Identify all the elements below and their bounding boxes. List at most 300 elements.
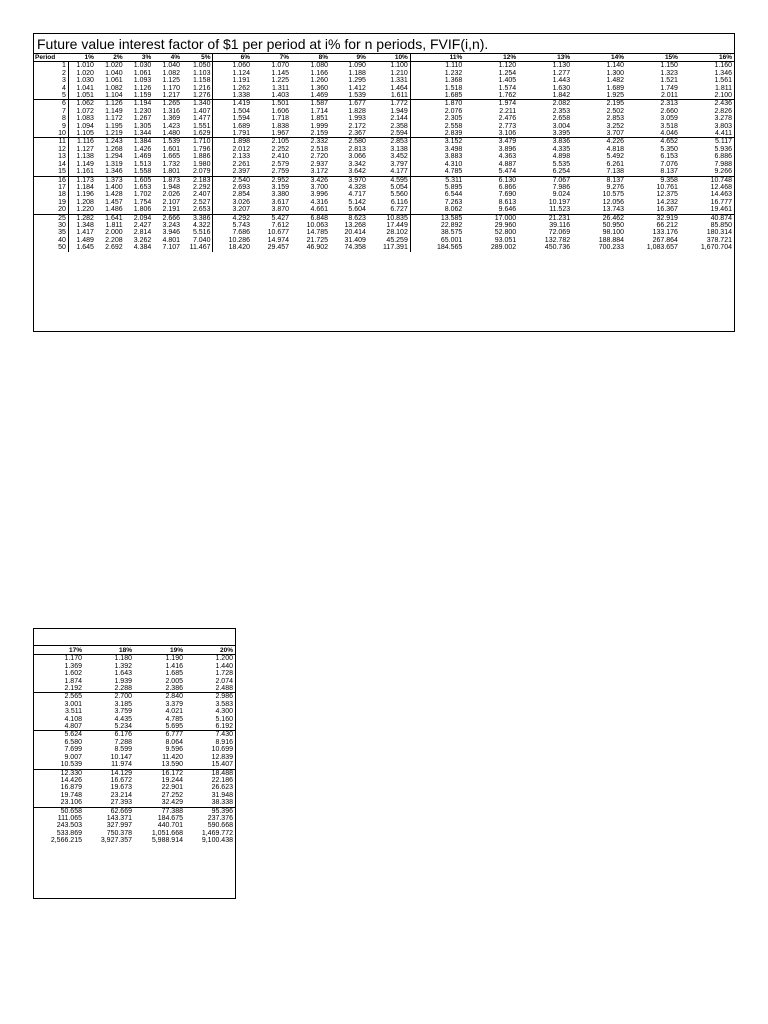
factor-cell: 12.056 bbox=[602, 198, 625, 206]
factor-cell: 2.666 bbox=[153, 214, 182, 222]
factor-cell: 8.623 bbox=[330, 214, 368, 222]
factor-cell: 1.219 bbox=[105, 130, 123, 138]
factor-cell: 1.974 bbox=[464, 100, 518, 108]
factor-cell: 85.850 bbox=[710, 221, 732, 229]
factor-cell: 1.210 bbox=[368, 70, 410, 77]
factor-cell: 3.185 bbox=[114, 700, 132, 708]
factor-cell: 1.702 bbox=[133, 191, 152, 199]
factor-cell: 2.211 bbox=[499, 107, 517, 115]
factor-cell: 1.184 bbox=[76, 183, 94, 191]
factor-cell: 2.252 bbox=[271, 145, 290, 153]
factor-cell: 1.469 bbox=[310, 92, 329, 100]
factor-cell: 1.040 bbox=[162, 62, 181, 70]
factor-cell: 1.082 bbox=[162, 69, 181, 77]
title-divider bbox=[34, 645, 235, 646]
factor-cell: 1.243 bbox=[96, 138, 125, 146]
rate-header: 20% bbox=[185, 647, 235, 655]
factor-cell: 8.137 bbox=[572, 176, 626, 184]
factor-cell: 1.340 bbox=[182, 100, 213, 108]
factor-cell: 700.233 bbox=[598, 244, 625, 252]
factor-cell: 15.407 bbox=[211, 761, 233, 769]
factor-cell: 1.300 bbox=[606, 69, 625, 77]
factor-cell: 4.177 bbox=[368, 168, 410, 176]
factor-cell: 1.558 bbox=[133, 168, 152, 176]
factor-cell: 3.379 bbox=[165, 700, 183, 708]
factor-cell: 2.814 bbox=[133, 229, 152, 237]
factor-cell: 1.060 bbox=[232, 62, 250, 70]
factor-cell: 2.107 bbox=[162, 198, 181, 206]
factor-cell: 20.414 bbox=[344, 229, 366, 237]
factor-cell: 2.183 bbox=[182, 176, 213, 184]
factor-cell: 1.643 bbox=[114, 670, 132, 678]
factor-cell: 1.126 bbox=[96, 100, 125, 108]
table-row bbox=[34, 85, 734, 92]
factor-cell: 23.106 bbox=[60, 799, 82, 807]
table-title: Future value interest factor of $1 per period at i% for n periods, FVIF(i,n). bbox=[37, 36, 489, 52]
factor-cell: 180.314 bbox=[706, 229, 732, 237]
rate-header: 13% bbox=[518, 54, 572, 62]
factor-cell: 1.685 bbox=[444, 92, 463, 100]
factor-cell: 1.159 bbox=[133, 92, 152, 100]
factor-cell: 17.000 bbox=[464, 214, 518, 222]
factor-cell: 16.672 bbox=[110, 776, 132, 784]
factor-cell: 1.104 bbox=[105, 92, 123, 100]
factor-cell: 1.677 bbox=[330, 100, 368, 108]
factor-cell: 1.851 bbox=[310, 115, 329, 123]
factor-cell: 2.332 bbox=[291, 138, 330, 146]
factor-cell: 1.125 bbox=[162, 77, 181, 85]
factor-cell: 1.094 bbox=[76, 122, 94, 130]
factor-cell: 1.874 bbox=[64, 677, 82, 685]
factor-cell: 3.870 bbox=[271, 206, 290, 214]
factor-cell: 1.196 bbox=[76, 191, 94, 199]
factor-cell: 1.191 bbox=[232, 77, 250, 85]
factor-cell: 132.782 bbox=[544, 236, 571, 244]
factor-cell: 2.565 bbox=[34, 693, 84, 701]
factor-cell: 19.748 bbox=[60, 791, 82, 799]
factor-cell: 4.411 bbox=[715, 130, 732, 138]
factor-cell: 1.282 bbox=[68, 214, 96, 222]
factor-cell: 1.482 bbox=[606, 77, 625, 85]
table-row bbox=[34, 761, 235, 769]
factor-cell: 12.468 bbox=[710, 183, 732, 191]
factor-cell: 4.807 bbox=[64, 723, 82, 731]
factor-cell: 7.699 bbox=[64, 746, 82, 754]
factor-cell: 18.488 bbox=[185, 769, 235, 777]
table-row bbox=[34, 739, 235, 746]
period-cell: 11 bbox=[34, 138, 68, 146]
factor-cell: 1.886 bbox=[182, 153, 213, 160]
factor-cell: 2.133 bbox=[232, 153, 250, 161]
factor-cell: 11.974 bbox=[111, 761, 132, 769]
factor-cell: 1.051 bbox=[76, 92, 94, 100]
factor-cell: 1.870 bbox=[410, 100, 464, 108]
factor-cell: 10.539 bbox=[60, 761, 82, 769]
table-row bbox=[34, 146, 734, 153]
factor-cell: 2.813 bbox=[348, 145, 366, 153]
factor-cell: 1.265 bbox=[153, 100, 182, 108]
factor-cell: 9.266 bbox=[714, 168, 732, 176]
factor-cell: 1.501 bbox=[252, 100, 291, 108]
factor-cell: 2.208 bbox=[105, 236, 123, 244]
table-row bbox=[34, 731, 235, 739]
factor-cell: 1.574 bbox=[498, 84, 517, 92]
factor-cell: 1.749 bbox=[660, 84, 678, 92]
factor-cell: 1.208 bbox=[76, 198, 94, 206]
factor-cell: 1.601 bbox=[162, 145, 181, 153]
factor-cell: 3.617 bbox=[271, 198, 290, 206]
period-cell: 12 bbox=[34, 146, 68, 153]
table-row bbox=[34, 655, 235, 663]
factor-cell: 1.513 bbox=[133, 160, 152, 168]
factor-cell: 18.420 bbox=[228, 244, 250, 252]
period-cell: 16 bbox=[34, 176, 68, 184]
factor-cell: 10.677 bbox=[267, 229, 290, 237]
factor-cell: 1.469 bbox=[133, 153, 152, 161]
factor-cell: 2.313 bbox=[626, 100, 680, 108]
factor-cell: 7.288 bbox=[114, 738, 132, 746]
factor-cell: 31.948 bbox=[211, 791, 233, 799]
factor-cell: 2.011 bbox=[660, 92, 678, 100]
factor-cell: 5.560 bbox=[368, 191, 410, 198]
table-row bbox=[34, 815, 235, 822]
factor-cell: 1.080 bbox=[310, 62, 329, 70]
factor-cell: 3.026 bbox=[232, 198, 250, 206]
factor-cell: 3.518 bbox=[660, 122, 678, 130]
factor-cell: 1.124 bbox=[232, 69, 250, 77]
factor-cell: 29.960 bbox=[494, 221, 517, 229]
table-row bbox=[34, 701, 235, 708]
factor-cell: 1.083 bbox=[76, 115, 94, 123]
factor-cell: 1.130 bbox=[552, 62, 571, 70]
factor-cell: 533.869 bbox=[56, 829, 82, 837]
factor-cell: 7.040 bbox=[182, 237, 213, 244]
factor-cell: 1.980 bbox=[182, 161, 213, 168]
factor-cell: 2.854 bbox=[232, 191, 250, 199]
factor-cell: 1.030 bbox=[133, 62, 152, 70]
factor-cell: 14.232 bbox=[656, 198, 678, 206]
header-row bbox=[34, 647, 235, 655]
factor-cell: 2.159 bbox=[310, 130, 329, 138]
factor-cell: 50.950 bbox=[602, 221, 625, 229]
factor-cell: 5.516 bbox=[182, 229, 213, 236]
period-cell: 6 bbox=[34, 100, 68, 108]
factor-cell: 2.759 bbox=[271, 168, 290, 176]
factor-cell: 3.138 bbox=[368, 146, 410, 153]
factor-cell: 289.002 bbox=[490, 244, 517, 252]
period-cell: 2 bbox=[34, 70, 68, 77]
table-row bbox=[34, 115, 734, 122]
factor-cell: 1.403 bbox=[271, 92, 290, 100]
factor-cell: 1.373 bbox=[96, 176, 125, 184]
factor-cell: 3.896 bbox=[498, 145, 517, 153]
factor-cell: 3.759 bbox=[114, 708, 132, 716]
table-row bbox=[34, 237, 734, 244]
factor-cell: 2.358 bbox=[368, 123, 410, 130]
factor-cell: 3.172 bbox=[310, 168, 329, 176]
factor-cell: 3.159 bbox=[271, 183, 290, 191]
table-row bbox=[34, 723, 235, 731]
period-cell: 17 bbox=[34, 184, 68, 191]
rate-header: 17% bbox=[34, 647, 84, 655]
factor-cell: 3.946 bbox=[162, 229, 181, 237]
table-row bbox=[34, 754, 235, 761]
factor-cell: 1,469.772 bbox=[201, 829, 233, 837]
factor-cell: 23.214 bbox=[110, 791, 132, 799]
factor-cell: 5.474 bbox=[498, 168, 517, 176]
factor-cell: 26.623 bbox=[211, 784, 233, 792]
factor-cell: 2.192 bbox=[64, 685, 82, 693]
factor-cell: 2.105 bbox=[252, 138, 291, 146]
factor-cell: 2,566.215 bbox=[50, 837, 82, 845]
factor-cell: 13.590 bbox=[161, 761, 183, 769]
factor-cell: 4.661 bbox=[310, 206, 329, 214]
factor-cell: 2.579 bbox=[271, 160, 290, 168]
factor-cell: 4.898 bbox=[552, 153, 571, 161]
factor-cell: 1.295 bbox=[348, 77, 366, 85]
factor-cell: 1.602 bbox=[64, 670, 82, 678]
factor-cell: 27.393 bbox=[110, 799, 132, 807]
factor-cell: 133.176 bbox=[652, 229, 678, 237]
factor-cell: 1.489 bbox=[76, 236, 94, 244]
factor-cell: 1.100 bbox=[368, 62, 410, 70]
factor-cell: 3.243 bbox=[162, 221, 181, 229]
factor-cell: 1.443 bbox=[552, 77, 571, 85]
period-cell: 20 bbox=[34, 206, 68, 214]
table-row bbox=[34, 685, 235, 693]
factor-cell: 7.986 bbox=[552, 183, 571, 191]
factor-cell: 450.736 bbox=[544, 244, 571, 252]
factor-cell: 1.195 bbox=[105, 122, 123, 130]
factor-cell: 1.050 bbox=[182, 62, 213, 70]
factor-cell: 28.102 bbox=[368, 229, 410, 236]
factor-cell: 9,100.438 bbox=[201, 837, 233, 845]
factor-cell: 10.761 bbox=[656, 183, 678, 191]
factor-cell: 10.575 bbox=[602, 191, 625, 199]
factor-cell: 1.605 bbox=[125, 176, 154, 184]
factor-cell: 2.653 bbox=[182, 206, 213, 214]
factor-cell: 1.645 bbox=[76, 244, 94, 252]
factor-cell: 1.072 bbox=[76, 107, 94, 115]
table-row bbox=[34, 807, 235, 815]
table-row bbox=[34, 206, 734, 214]
table-row bbox=[34, 161, 734, 168]
factor-cell: 1.689 bbox=[606, 84, 625, 92]
factor-cell: 267.864 bbox=[652, 236, 678, 244]
factor-cell: 1.762 bbox=[498, 92, 517, 100]
factor-cell: 13.268 bbox=[344, 221, 366, 229]
factor-cell: 1.480 bbox=[162, 130, 181, 138]
factor-cell: 2.353 bbox=[552, 107, 571, 115]
factor-cell: 19.461 bbox=[710, 206, 732, 214]
factor-cell: 1.216 bbox=[182, 85, 213, 92]
factor-cell: 5.936 bbox=[714, 145, 732, 153]
factor-cell: 3.583 bbox=[215, 700, 233, 708]
factor-cell: 2.410 bbox=[271, 153, 290, 161]
factor-cell: 1.305 bbox=[133, 122, 152, 130]
factor-cell: 1.110 bbox=[445, 62, 463, 70]
factor-cell: 2.518 bbox=[310, 145, 329, 153]
factor-cell: 1.149 bbox=[76, 160, 94, 168]
factor-cell: 111.065 bbox=[57, 814, 82, 822]
factor-cell: 2.692 bbox=[105, 244, 123, 252]
factor-cell: 1.369 bbox=[162, 115, 181, 123]
factor-cell: 1.348 bbox=[76, 221, 94, 229]
factor-cell: 1.594 bbox=[232, 115, 250, 123]
table-row bbox=[34, 130, 734, 138]
factor-cell: 2.000 bbox=[105, 229, 123, 237]
rate-header: 8% bbox=[291, 54, 330, 62]
factor-cell: 4.316 bbox=[310, 198, 329, 206]
factor-cell: 3,927.357 bbox=[100, 837, 132, 845]
factor-cell: 1.796 bbox=[182, 146, 213, 153]
table-row bbox=[34, 830, 235, 837]
factor-cell: 1.090 bbox=[348, 62, 366, 70]
factor-cell: 4.717 bbox=[348, 191, 366, 199]
factor-cell: 4.328 bbox=[348, 183, 366, 191]
factor-cell: 9.024 bbox=[552, 191, 571, 199]
factor-cell: 1.158 bbox=[182, 77, 213, 84]
factor-cell: 327.997 bbox=[106, 822, 132, 830]
factor-cell: 3.511 bbox=[65, 708, 82, 716]
table-row bbox=[34, 222, 734, 229]
factor-cell: 2.367 bbox=[348, 130, 366, 138]
factor-cell: 2.839 bbox=[444, 130, 463, 138]
factor-cell: 3.001 bbox=[64, 700, 82, 708]
factor-cell: 2.386 bbox=[165, 685, 183, 693]
factor-cell: 1.710 bbox=[182, 138, 213, 146]
factor-cell: 1.020 bbox=[76, 69, 94, 77]
factor-cell: 1.811 bbox=[105, 221, 123, 229]
factor-cell: 1.346 bbox=[105, 168, 123, 176]
table-row bbox=[34, 678, 235, 685]
period-cell: 35 bbox=[34, 229, 68, 236]
rate-header: 1% bbox=[68, 54, 96, 62]
factor-cell: 39.116 bbox=[549, 221, 571, 229]
factor-cell: 1.518 bbox=[444, 84, 463, 92]
table-row bbox=[34, 214, 734, 222]
table-row bbox=[34, 792, 235, 799]
factor-cell: 1.539 bbox=[153, 138, 182, 146]
period-cell: 15 bbox=[34, 168, 68, 176]
rate-header: 14% bbox=[572, 54, 626, 62]
factor-cell: 32.919 bbox=[626, 214, 680, 222]
rate-header: 2% bbox=[96, 54, 125, 62]
factor-cell: 5.142 bbox=[348, 198, 366, 206]
factor-cell: 6.727 bbox=[368, 206, 410, 214]
factor-cell: 10.286 bbox=[228, 236, 250, 244]
factor-cell: 5.743 bbox=[232, 221, 250, 229]
factor-cell: 2.100 bbox=[714, 92, 732, 100]
factor-cell: 1.606 bbox=[271, 107, 290, 115]
factor-cell: 17.449 bbox=[368, 222, 410, 229]
factor-cell: 22.901 bbox=[161, 784, 183, 792]
factor-cell: 4.887 bbox=[498, 160, 517, 168]
factor-cell: 1.127 bbox=[76, 145, 94, 153]
factor-cell: 2.191 bbox=[162, 206, 181, 214]
factor-cell: 6.254 bbox=[552, 168, 571, 176]
table-row bbox=[34, 138, 734, 146]
factor-cell: 66.212 bbox=[656, 221, 678, 229]
period-cell: 1 bbox=[34, 62, 68, 70]
factor-cell: 7.988 bbox=[714, 160, 732, 168]
table-row bbox=[34, 70, 734, 77]
factor-cell: 5.427 bbox=[252, 214, 291, 222]
factor-cell: 65.001 bbox=[440, 236, 463, 244]
factor-cell: 38.575 bbox=[440, 229, 463, 237]
factor-cell: 1.360 bbox=[310, 84, 329, 92]
factor-cell: 6.153 bbox=[660, 153, 678, 161]
factor-cell: 3.252 bbox=[606, 122, 625, 130]
factor-cell: 1.331 bbox=[368, 77, 410, 84]
factor-cell: 1.898 bbox=[213, 138, 252, 146]
factor-cell: 11.420 bbox=[162, 753, 183, 761]
factor-cell: 188.884 bbox=[598, 236, 625, 244]
factor-cell: 4.021 bbox=[165, 708, 183, 716]
factor-cell: 19.673 bbox=[110, 784, 132, 792]
factor-cell: 1,670.704 bbox=[700, 244, 732, 252]
factor-cell: 1.486 bbox=[105, 206, 123, 214]
factor-cell: 1.311 bbox=[272, 84, 290, 92]
factor-cell: 1.641 bbox=[96, 214, 125, 222]
period-cell: 19 bbox=[34, 199, 68, 206]
fvif-grid-continuation bbox=[34, 647, 235, 845]
fvif-table-part-1 bbox=[33, 33, 735, 332]
factor-cell: 2.773 bbox=[498, 122, 517, 130]
factor-cell: 8.613 bbox=[498, 198, 517, 206]
factor-cell: 1.062 bbox=[68, 100, 96, 108]
factor-cell: 1.521 bbox=[660, 77, 678, 85]
factor-cell: 5.054 bbox=[368, 184, 410, 191]
factor-cell: 3.004 bbox=[552, 122, 571, 130]
factor-cell: 5.604 bbox=[348, 206, 366, 214]
rate-header: 9% bbox=[330, 54, 368, 62]
factor-cell: 7.430 bbox=[185, 731, 235, 739]
table-row bbox=[34, 62, 734, 70]
factor-cell: 1.967 bbox=[271, 130, 290, 138]
table-row bbox=[34, 769, 235, 777]
factor-cell: 2.005 bbox=[165, 677, 183, 685]
table-row bbox=[34, 784, 235, 791]
rate-header: 11% bbox=[410, 54, 464, 62]
factor-cell: 1.116 bbox=[68, 138, 96, 146]
factor-cell: 7.690 bbox=[498, 191, 517, 199]
factor-cell: 1.170 bbox=[162, 84, 181, 92]
factor-cell: 750.378 bbox=[106, 829, 132, 837]
factor-cell: 16.879 bbox=[60, 784, 82, 792]
table-row bbox=[34, 176, 734, 184]
factor-cell: 1.611 bbox=[368, 92, 410, 100]
factor-cell: 3.642 bbox=[348, 168, 366, 176]
table-row bbox=[34, 184, 734, 191]
factor-cell: 2.580 bbox=[330, 138, 368, 146]
factor-cell: 3.479 bbox=[464, 138, 518, 146]
factor-cell: 10.835 bbox=[368, 214, 410, 222]
factor-cell: 1,083.657 bbox=[646, 244, 678, 252]
factor-cell: 3.152 bbox=[410, 138, 464, 146]
factor-cell: 1.464 bbox=[368, 85, 410, 92]
factor-cell: 5.492 bbox=[606, 153, 625, 161]
factor-cell: 1.400 bbox=[105, 183, 123, 191]
factor-cell: 29.457 bbox=[267, 244, 290, 252]
factor-cell: 2.292 bbox=[182, 184, 213, 191]
factor-cell: 21.725 bbox=[306, 236, 329, 244]
factor-cell: 5.695 bbox=[165, 723, 183, 731]
period-cell: 30 bbox=[34, 222, 68, 229]
table-row bbox=[34, 822, 235, 829]
factor-cell: 1.232 bbox=[444, 69, 463, 77]
factor-cell: 7.263 bbox=[444, 198, 463, 206]
